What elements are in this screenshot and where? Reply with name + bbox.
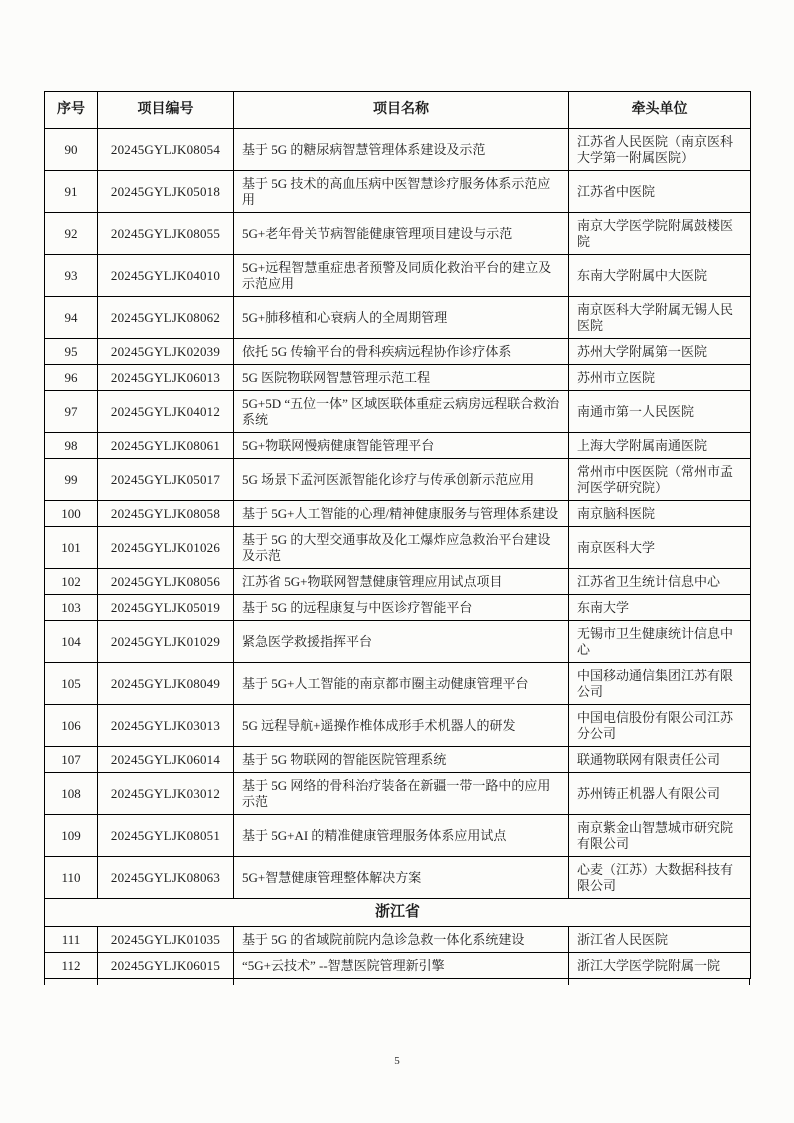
project-name-cell: 基于 5G 的大型交通事故及化工爆炸应急救治平台建设及示范 xyxy=(234,527,569,569)
lead-unit-cell: 上海大学附属南通医院 xyxy=(569,433,751,459)
row-number-cell: 106 xyxy=(45,705,98,747)
project-code-cell: 20245GYLJK08058 xyxy=(98,501,234,527)
lead-unit-cell: 南京大学医学院附属鼓楼医院 xyxy=(569,213,751,255)
lead-unit-cell: 南京医科大学附属无锡人民医院 xyxy=(569,297,751,339)
project-code-cell: 20245GYLJK08061 xyxy=(98,433,234,459)
row-number-cell: 96 xyxy=(45,365,98,391)
table-row xyxy=(45,433,751,459)
column-header-project-code: 项目编号 xyxy=(98,92,234,129)
column-border-stub xyxy=(97,979,98,985)
project-code-cell: 20245GYLJK08056 xyxy=(98,569,234,595)
project-name-cell: 基于 5G 的远程康复与中医诊疗智能平台 xyxy=(234,595,569,621)
table-row xyxy=(45,527,751,569)
row-number-cell: 90 xyxy=(45,129,98,171)
project-name-cell: 5G+远程智慧重症患者预警及同质化救治平台的建立及示范应用 xyxy=(234,255,569,297)
lead-unit-cell: 东南大学 xyxy=(569,595,751,621)
row-number-cell: 112 xyxy=(45,953,98,979)
project-code-cell: 20245GYLJK04010 xyxy=(98,255,234,297)
project-name-cell: 5G 医院物联网智慧管理示范工程 xyxy=(234,365,569,391)
lead-unit-cell: 江苏省卫生统计信息中心 xyxy=(569,569,751,595)
column-border-stub xyxy=(44,979,45,985)
project-name-cell: 5G+智慧健康管理整体解决方案 xyxy=(234,857,569,899)
column-header-serial: 序号 xyxy=(45,92,98,129)
table-row xyxy=(45,953,751,979)
row-number-cell: 91 xyxy=(45,171,98,213)
row-number-cell: 93 xyxy=(45,255,98,297)
lead-unit-cell: 心麦（江苏）大数据科技有限公司 xyxy=(569,857,751,899)
project-code-cell: 20245GYLJK08054 xyxy=(98,129,234,171)
project-name-cell: 5G 场景下孟河医派智能化诊疗与传承创新示范应用 xyxy=(234,459,569,501)
table-header xyxy=(45,92,751,129)
row-number-cell: 102 xyxy=(45,569,98,595)
table-row xyxy=(45,255,751,297)
row-number-cell: 95 xyxy=(45,339,98,365)
lead-unit-cell: 南通市第一人民医院 xyxy=(569,391,751,433)
row-number-cell: 94 xyxy=(45,297,98,339)
table-row xyxy=(45,705,751,747)
project-name-cell: 5G+老年骨关节病智能健康管理项目建设与示范 xyxy=(234,213,569,255)
project-name-cell: 基于 5G+人工智能的心理/精神健康服务与管理体系建设 xyxy=(234,501,569,527)
lead-unit-cell: 浙江大学医学院附属一院 xyxy=(569,953,751,979)
table-row xyxy=(45,297,751,339)
project-code-cell: 20245GYLJK01026 xyxy=(98,527,234,569)
project-name-cell: 5G 远程导航+遥操作椎体成形手术机器人的研发 xyxy=(234,705,569,747)
project-code-cell: 20245GYLJK08062 xyxy=(98,297,234,339)
column-header-project-name: 项目名称 xyxy=(234,92,569,129)
lead-unit-cell: 江苏省中医院 xyxy=(569,171,751,213)
project-name-cell: 江苏省 5G+物联网智慧健康管理应用试点项目 xyxy=(234,569,569,595)
row-number-cell: 98 xyxy=(45,433,98,459)
row-number-cell: 110 xyxy=(45,857,98,899)
row-number-cell: 109 xyxy=(45,815,98,857)
project-name-cell: 基于 5G 的省域院前院内急诊急救一体化系统建设 xyxy=(234,927,569,953)
project-code-cell: 20245GYLJK08063 xyxy=(98,857,234,899)
table-row xyxy=(45,129,751,171)
row-number-cell: 111 xyxy=(45,927,98,953)
lead-unit-cell: 联通物联网有限责任公司 xyxy=(569,747,751,773)
column-header-lead-unit: 牵头单位 xyxy=(569,92,751,129)
project-table xyxy=(44,91,751,979)
table-row xyxy=(45,501,751,527)
project-code-cell: 20245GYLJK06015 xyxy=(98,953,234,979)
lead-unit-cell: 中国移动通信集团江苏有限公司 xyxy=(569,663,751,705)
project-code-cell: 20245GYLJK06013 xyxy=(98,365,234,391)
lead-unit-cell: 苏州市立医院 xyxy=(569,365,751,391)
table-row xyxy=(45,663,751,705)
lead-unit-cell: 中国电信股份有限公司江苏分公司 xyxy=(569,705,751,747)
lead-unit-cell: 苏州大学附属第一医院 xyxy=(569,339,751,365)
project-name-cell: 5G+物联网慢病健康智能管理平台 xyxy=(234,433,569,459)
table-row xyxy=(45,595,751,621)
project-code-cell: 20245GYLJK04012 xyxy=(98,391,234,433)
table-row xyxy=(45,815,751,857)
project-name-cell: 基于 5G 技术的高血压病中医智慧诊疗服务体系示范应用 xyxy=(234,171,569,213)
lead-unit-cell: 南京脑科医院 xyxy=(569,501,751,527)
project-name-cell: “5G+云技术” --智慧医院管理新引擎 xyxy=(234,953,569,979)
project-name-cell: 基于 5G+AI 的精准健康管理服务体系应用试点 xyxy=(234,815,569,857)
column-border-stub xyxy=(233,979,234,985)
row-number-cell: 105 xyxy=(45,663,98,705)
lead-unit-cell: 浙江省人民医院 xyxy=(569,927,751,953)
project-code-cell: 20245GYLJK05019 xyxy=(98,595,234,621)
column-border-stub xyxy=(749,979,750,985)
row-number-cell: 107 xyxy=(45,747,98,773)
row-number-cell: 104 xyxy=(45,621,98,663)
lead-unit-cell: 江苏省人民医院（南京医科大学第一附属医院） xyxy=(569,129,751,171)
project-code-cell: 20245GYLJK02039 xyxy=(98,339,234,365)
table-body xyxy=(45,129,751,979)
table-row xyxy=(45,459,751,501)
project-code-cell: 20245GYLJK03012 xyxy=(98,773,234,815)
lead-unit-cell: 东南大学附属中大医院 xyxy=(569,255,751,297)
project-code-cell: 20245GYLJK01029 xyxy=(98,621,234,663)
row-number-cell: 100 xyxy=(45,501,98,527)
project-name-cell: 基于 5G 物联网的智能医院管理系统 xyxy=(234,747,569,773)
table-row xyxy=(45,391,751,433)
project-code-cell: 20245GYLJK05017 xyxy=(98,459,234,501)
row-number-cell: 97 xyxy=(45,391,98,433)
table-row xyxy=(45,857,751,899)
project-name-cell: 5G+5D “五位一体” 区域医联体重症云病房远程联合救治系统 xyxy=(234,391,569,433)
row-number-cell: 101 xyxy=(45,527,98,569)
lead-unit-cell: 苏州铸正机器人有限公司 xyxy=(569,773,751,815)
row-number-cell: 103 xyxy=(45,595,98,621)
lead-unit-cell: 南京医科大学 xyxy=(569,527,751,569)
project-code-cell: 20245GYLJK03013 xyxy=(98,705,234,747)
project-name-cell: 5G+肺移植和心衰病人的全周期管理 xyxy=(234,297,569,339)
project-code-cell: 20245GYLJK05018 xyxy=(98,171,234,213)
lead-unit-cell: 南京紫金山智慧城市研究院有限公司 xyxy=(569,815,751,857)
project-code-cell: 20245GYLJK06014 xyxy=(98,747,234,773)
project-code-cell: 20245GYLJK01035 xyxy=(98,927,234,953)
table-row xyxy=(45,747,751,773)
table-row xyxy=(45,927,751,953)
project-table-container xyxy=(44,91,750,979)
table-row xyxy=(45,365,751,391)
lead-unit-cell: 无锡市卫生健康统计信息中心 xyxy=(569,621,751,663)
row-number-cell: 92 xyxy=(45,213,98,255)
project-name-cell: 紧急医学救援指挥平台 xyxy=(234,621,569,663)
table-row xyxy=(45,773,751,815)
table-row xyxy=(45,171,751,213)
table-row xyxy=(45,339,751,365)
page-number: 5 xyxy=(394,1055,400,1067)
row-number-cell: 99 xyxy=(45,459,98,501)
table-row xyxy=(45,621,751,663)
project-name-cell: 依托 5G 传输平台的骨科疾病远程协作诊疗体系 xyxy=(234,339,569,365)
project-name-cell: 基于 5G 的糖尿病智慧管理体系建设及示范 xyxy=(234,129,569,171)
lead-unit-cell: 常州市中医医院（常州市孟河医学研究院） xyxy=(569,459,751,501)
project-name-cell: 基于 5G 网络的骨科治疗装备在新疆一带一路中的应用示范 xyxy=(234,773,569,815)
row-number-cell: 108 xyxy=(45,773,98,815)
project-name-cell: 基于 5G+人工智能的南京都市圈主动健康管理平台 xyxy=(234,663,569,705)
table-row xyxy=(45,569,751,595)
table-row xyxy=(45,213,751,255)
project-code-cell: 20245GYLJK08049 xyxy=(98,663,234,705)
province-section-label: 浙江省 xyxy=(45,899,751,927)
table-header-row xyxy=(45,92,751,129)
column-border-stub xyxy=(568,979,569,985)
province-section-row xyxy=(45,899,751,927)
project-code-cell: 20245GYLJK08055 xyxy=(98,213,234,255)
project-code-cell: 20245GYLJK08051 xyxy=(98,815,234,857)
